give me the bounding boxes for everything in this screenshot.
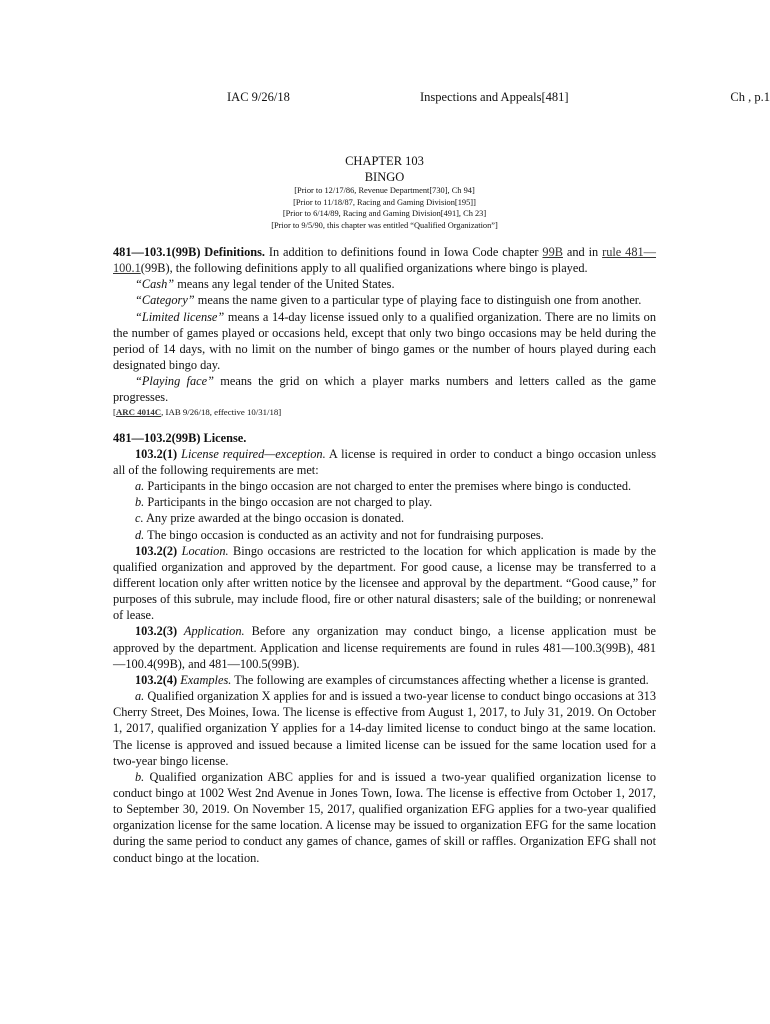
item-label: c. (135, 511, 144, 526)
definition-term: “Limited license” (135, 309, 225, 324)
rule-text: (99B), the following definitions apply to all qualified organizations where bingo is played. (140, 261, 588, 276)
definition-term: “Cash” (135, 277, 175, 292)
chapter-history-line: [Prior to 9/5/90, this chapter was entitled “Qualified Organization”] (271, 220, 498, 230)
section-gap (113, 418, 656, 430)
definition-limited-license (113, 309, 656, 374)
definition-text: means the grid on which a player marks numbers and letters called as the game progresses. (113, 374, 656, 405)
rule-heading: 481—103.1(99B) Definitions. (113, 245, 266, 259)
item-text: Qualified organization X applies for and is issued a two-year license to conduct bingo occasions at 313 Cherry Street, Des Moines, Iowa. The license is effective from August 1, 2017, to July 31, 2019. On October 1, 2017, qualified organization Y applies for a 14-day limited license to conduct bingo at the same location. The license is approved and issued because a limited license can be issued for the same location used for a two-year bingo license. (113, 689, 656, 768)
definition-term: “Playing face” (135, 374, 214, 389)
subrule-103-2-2 (113, 543, 656, 624)
subrule-title: License required—exception. (177, 446, 326, 461)
subrule-103-2-4 (113, 672, 656, 688)
item-text: Qualified organization ABC applies for and is issued a two-year qualified organization license to conduct bingo at 1002 West 2nd Avenue in Jones Town, Iowa. The license is effective from October 1, 2017, to September 30, 2019. On November 15, 2017, qualified organization EFG applies for a two-year qualified organization license for the same location. A license may be issued to organization EFG for the same location during the same period to conduct any games of chance, games of skill or raffles. Organization EFG shall not conduct bingo at the location. (113, 769, 656, 865)
item-label: b. (135, 769, 145, 784)
definition-text: means the name given to a particular type of playing face to distinguish one from another. (194, 293, 642, 308)
rule-text: In addition to definitions found in Iowa Code chapter (265, 245, 543, 259)
item-text: The bingo occasion is conducted as an activity and not for fundraising purposes. (144, 527, 544, 542)
chapter-title: BINGO (364, 170, 405, 184)
document-body (113, 244, 656, 866)
subrule-number: 103.2(3) (135, 624, 178, 639)
subrule-number: 103.2(2) (135, 543, 178, 558)
item-label: b. (135, 495, 145, 510)
definition-term: “Category” (135, 293, 195, 308)
item-label: a. (135, 479, 145, 494)
subrule-text: The following are examples of circumstances affecting whether a license is granted. (231, 672, 649, 687)
paragraph-item-c (113, 510, 656, 526)
subrule-title: Application. (177, 624, 245, 639)
subrule-text: Bingo occasions are restricted to the location for which application is made by the qualified organization and approved by the department. For good cause, a license may be transferred to a different location only after written notice by the licensee and approval by the department. “Good cause,” for purposes of this subrule, may include flood, fire or other natural disasters; sale of the building; or nonrenewal of lease. (113, 543, 657, 623)
paragraph-item-b (113, 494, 656, 510)
definition-text: means any legal tender of the United States. (174, 277, 395, 292)
rule-103-1-intro (113, 244, 656, 276)
link-chapter-99b[interactable]: 99B (542, 245, 563, 259)
source-note (113, 406, 656, 418)
chapter-history-line: [Prior to 12/17/86, Revenue Department[730], Ch 94] (294, 186, 475, 195)
source-text: , IAB 9/26/18, effective 10/31/18] (161, 406, 282, 417)
subrule-103-2-1 (113, 446, 656, 478)
example-item-a (113, 688, 656, 769)
item-text: Participants in the bingo occasion are not charged to enter the premises where bingo is conducted. (144, 479, 632, 494)
header-right-page: Ch , p.1 (730, 90, 770, 104)
rule-heading: 481—103.2(99B) License. (113, 430, 247, 445)
subrule-text: A license is required in order to conduct a bingo occasion unless all of the following requirements are met: (113, 446, 656, 477)
example-item-b (113, 769, 656, 866)
item-label: a. (135, 689, 145, 704)
subrule-103-2-3 (113, 623, 656, 671)
item-text: Any prize awarded at the bingo occasion is donated. (143, 511, 405, 526)
subrule-title: Examples. (177, 672, 232, 687)
subrule-number: 103.2(1) (135, 446, 178, 461)
definition-playing-face (113, 373, 656, 405)
header-center-agency: Inspections and Appeals[481] (420, 90, 569, 104)
item-text: Participants in the bingo occasion are not charged to play. (144, 495, 433, 510)
source-bracket: [ (113, 406, 116, 417)
definition-text: means a 14-day license issued only to a qualified organization. There are no limits on the number of games played or occasions held, except that only two bingo occasions may be held during the period of 14 days, with no limit on the number of bingo games or the number of hours played during each designated bingo day. (113, 309, 656, 373)
rule-text: and in (563, 245, 603, 259)
item-label: d. (135, 527, 145, 542)
paragraph-item-d (113, 527, 656, 543)
link-rule-100-1[interactable]: rule 481—100.1 (113, 245, 657, 276)
link-arc-4014c[interactable]: ARC 4014C (115, 406, 162, 417)
subrule-text: Before any organization may conduct bingo, a license application must be approved by the department. Application and license requirements are found in rules 481—100.3(99B), 481—100.4(99B), and 481—100.5(99B). (113, 624, 656, 671)
subrule-title: Location. (177, 543, 229, 558)
definition-category (113, 292, 656, 308)
header-left-date: IAC 9/26/18 (227, 90, 290, 104)
rule-103-2-heading (113, 430, 656, 446)
definition-cash (113, 276, 656, 292)
chapter-history-line: [Prior to 11/18/87, Racing and Gaming Division[195]] (293, 197, 476, 207)
subrule-number: 103.2(4) (135, 672, 178, 687)
paragraph-item-a (113, 478, 656, 494)
chapter-number: CHAPTER 103 (345, 154, 424, 168)
chapter-heading (113, 153, 656, 231)
chapter-history-line: [Prior to 6/14/89, Racing and Gaming Division[491], Ch 23] (282, 209, 487, 219)
